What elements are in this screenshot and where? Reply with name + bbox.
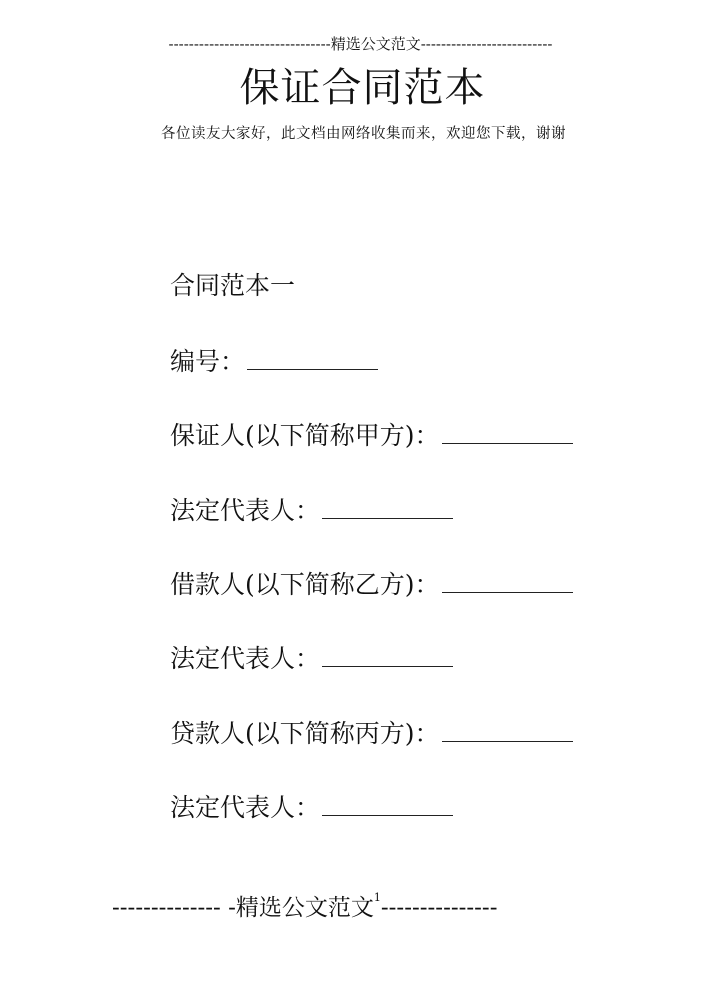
- field-label: 保证人(以下简称甲方)：: [170, 421, 440, 450]
- section-heading-text: 合同范本一: [170, 271, 296, 300]
- fill-in-blank: [322, 642, 453, 667]
- field-label: 法定代表人：: [170, 793, 321, 822]
- fill-in-blank: [247, 345, 378, 370]
- field-guarantor-representative: [170, 493, 453, 529]
- field-label: 法定代表人：: [170, 644, 321, 673]
- fill-in-blank: [322, 494, 453, 519]
- page-number: 1: [373, 891, 381, 904]
- fill-in-blank: [322, 791, 453, 816]
- field-number: [170, 344, 378, 380]
- footer-title: 精选公文范文: [235, 895, 374, 921]
- page-header: --------------------------------精选公文范文--------------------------: [168, 35, 553, 53]
- fill-in-blank: [442, 568, 573, 593]
- field-lender-representative: [170, 790, 453, 826]
- footer-rule-right: ---------------: [380, 895, 498, 921]
- fill-in-blank: [442, 419, 573, 444]
- field-label: 借款人(以下简称乙方)：: [170, 570, 440, 599]
- field-lender: [170, 716, 573, 752]
- page-footer: [112, 890, 632, 930]
- field-label: 贷款人(以下简称丙方)：: [170, 719, 440, 748]
- field-label: 法定代表人：: [170, 496, 321, 525]
- field-borrower: [170, 567, 573, 603]
- field-guarantor: [170, 418, 573, 454]
- section-heading: [170, 268, 295, 304]
- fill-in-blank: [442, 717, 573, 742]
- document-title: 保证合同范本: [239, 65, 486, 111]
- intro-paragraph: 各位读友大家好，此文档由网络收集而来，欢迎您下载，谢谢: [161, 126, 566, 142]
- footer-rule-left: -------------- -: [112, 895, 236, 921]
- field-borrower-representative: [170, 641, 453, 677]
- field-label: 编号：: [170, 347, 246, 376]
